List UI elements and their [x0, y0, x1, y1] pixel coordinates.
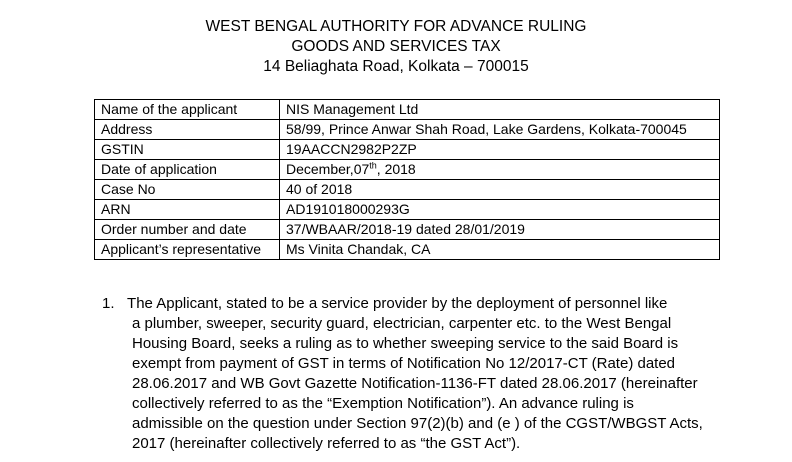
- paragraph-line: a plumber, sweeper, security guard, electrician, carpenter etc. to the West Bengal: [132, 315, 672, 332]
- row-label: Name of the applicant: [95, 100, 280, 120]
- table-row: [95, 240, 720, 260]
- row-label: GSTIN: [95, 140, 280, 160]
- row-value: NIS Management Ltd: [280, 100, 720, 120]
- table-row: [95, 160, 720, 180]
- authority-address: 14 Beliaghata Road, Kolkata – 700015: [263, 58, 529, 75]
- date-ordinal: th: [369, 160, 377, 171]
- row-label: Order number and date: [95, 220, 280, 240]
- paragraph-line: Housing Board, seeks a ruling as to whether sweeping service to the said Board is: [132, 335, 679, 352]
- row-value: AD191018000293G: [280, 200, 720, 220]
- applicant-details-table: [94, 99, 720, 260]
- row-value: 58/99, Prince Anwar Shah Road, Lake Gardens, Kolkata-700045: [280, 120, 720, 140]
- table-row: [95, 220, 720, 240]
- paragraph-line: exempt from payment of GST in terms of Notification No 12/2017-CT (Rate) dated: [132, 355, 676, 372]
- date-year: , 2018: [376, 161, 416, 177]
- paragraph-line: 2017 (hereinafter collectively referred to as “the GST Act”).: [132, 435, 521, 452]
- row-label: Date of application: [95, 160, 280, 180]
- row-value: 19AACCN2982P2ZP: [280, 140, 720, 160]
- authority-title: WEST BENGAL AUTHORITY FOR ADVANCE RULING: [205, 18, 587, 35]
- row-label: Case No: [95, 180, 280, 200]
- row-value: 40 of 2018: [280, 180, 720, 200]
- date-main: December,07: [286, 161, 370, 177]
- row-label: Applicant’s representative: [95, 240, 280, 260]
- paragraph-line: collectively referred to as the “Exemption Notification”). An advance ruling is: [132, 395, 634, 412]
- table-row: [95, 100, 720, 120]
- row-value: 37/WBAAR/2018-19 dated 28/01/2019: [280, 220, 720, 240]
- row-value-date: [280, 160, 720, 180]
- tax-title: GOODS AND SERVICES TAX: [291, 38, 501, 55]
- row-label: Address: [95, 120, 280, 140]
- paragraph-line: 28.06.2017 and WB Govt Gazette Notification-1136-FT dated 28.06.2017 (hereinafter: [132, 375, 698, 392]
- row-label: ARN: [95, 200, 280, 220]
- ruling-paragraph: [102, 294, 722, 454]
- document-header: [0, 17, 792, 77]
- table-row: [95, 140, 720, 160]
- table-row: [95, 180, 720, 200]
- table-row: [95, 200, 720, 220]
- row-value: Ms Vinita Chandak, CA: [280, 240, 720, 260]
- table-row: [95, 120, 720, 140]
- paragraph-number: 1.: [102, 295, 115, 312]
- paragraph-line: admissible on the question under Section 97(2)(b) and (e ) of the CGST/WBGST Acts,: [132, 415, 703, 432]
- paragraph-line: 1. The Applicant, stated to be a service provider by the deployment of personnel like: [102, 295, 668, 312]
